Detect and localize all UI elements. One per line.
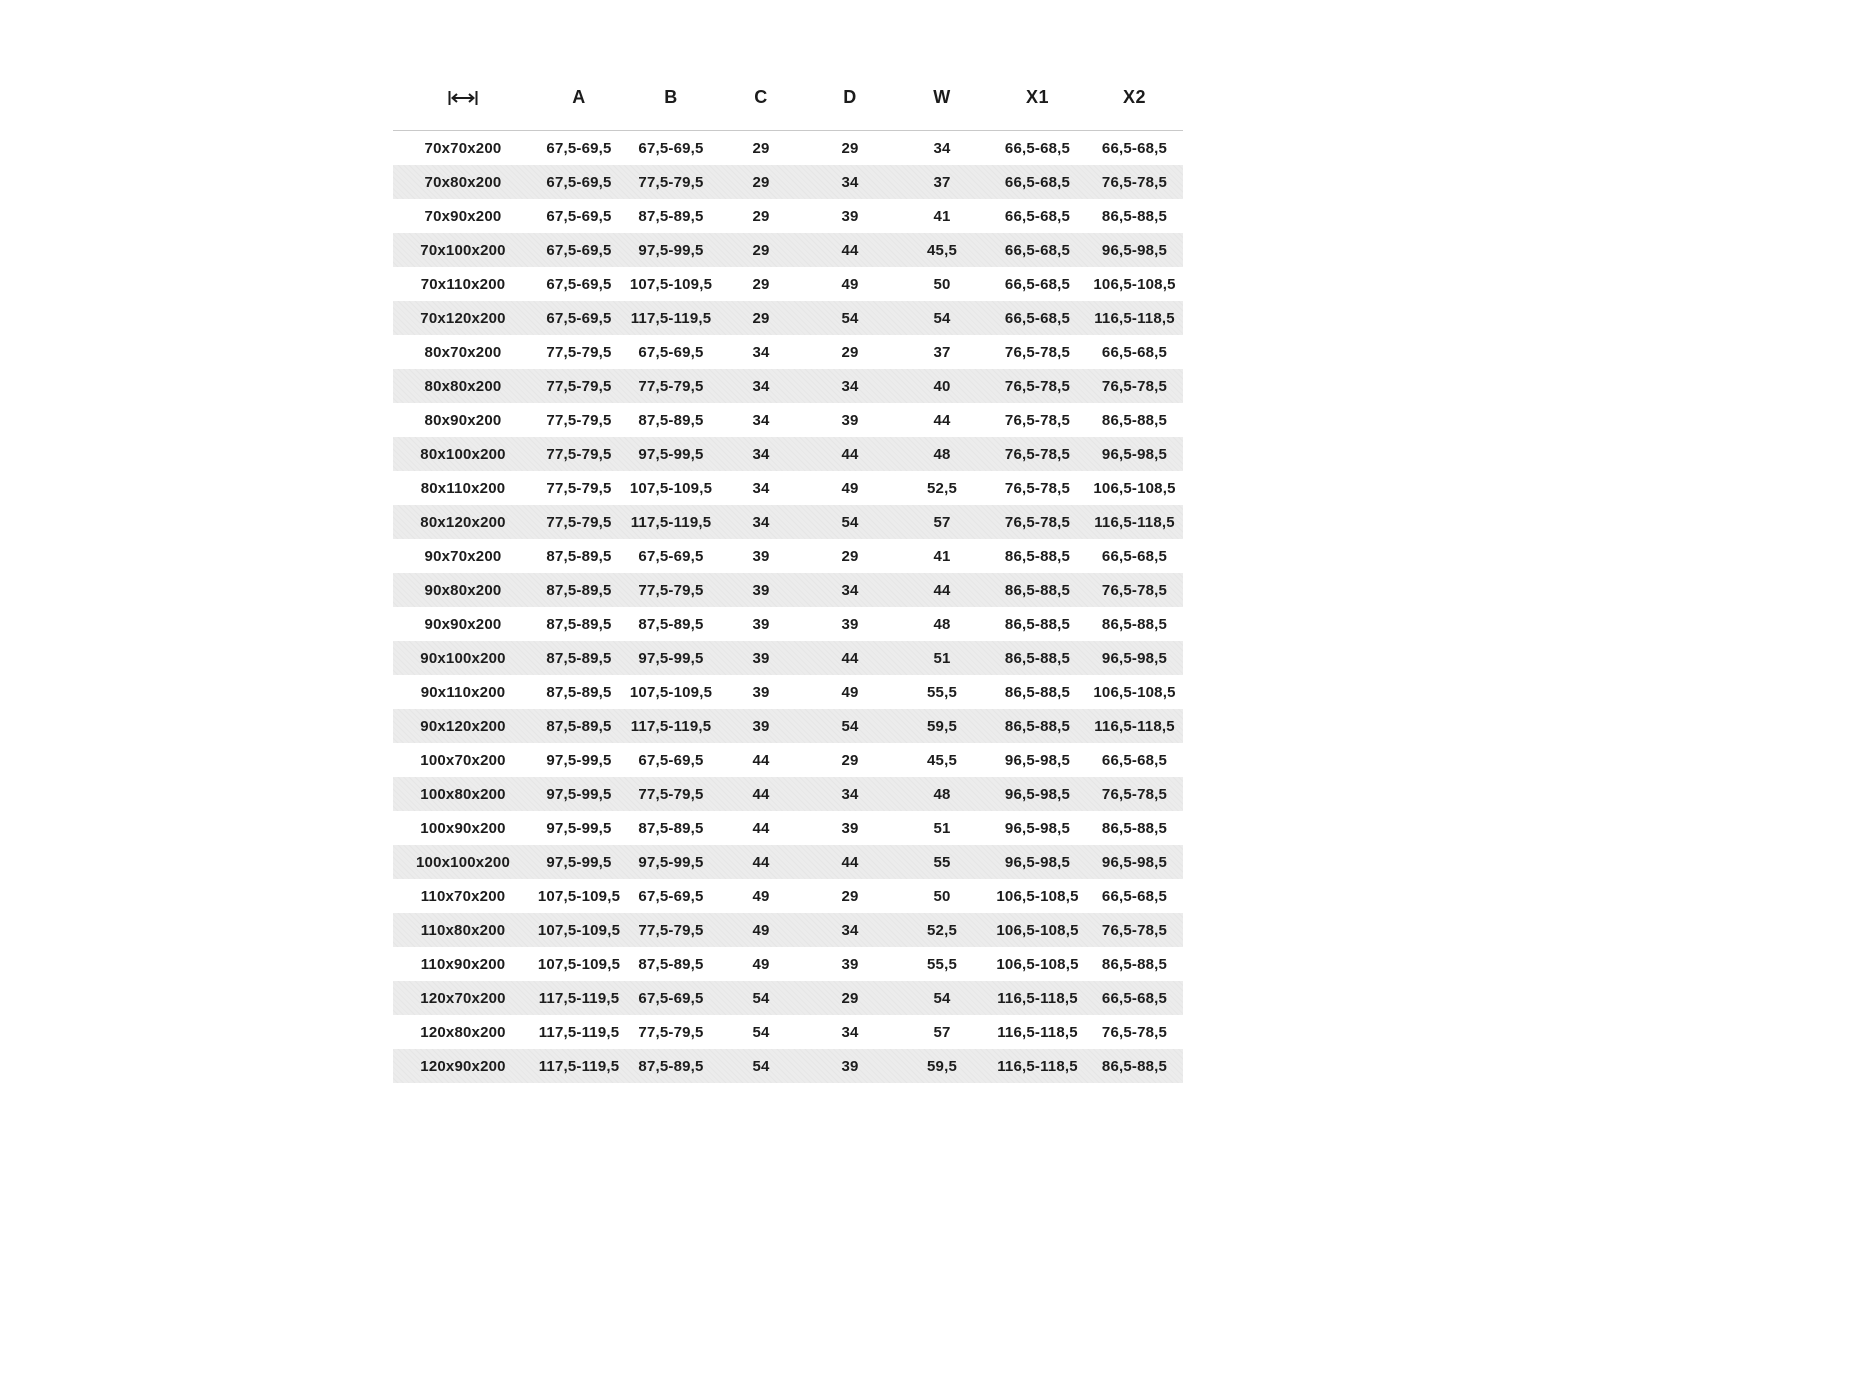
- value-cell: 29: [841, 751, 859, 769]
- value-cell: 66,5-68,5: [1004, 207, 1071, 225]
- value-cell: 87,5-89,5: [546, 615, 612, 633]
- value-cell: 107,5-109,5: [537, 887, 621, 905]
- size-cell: 110x90x200: [420, 955, 506, 973]
- width-dimension-icon: [448, 90, 478, 106]
- value-cell: 87,5-89,5: [638, 955, 704, 973]
- value-cell: 76,5-78,5: [1101, 1023, 1168, 1041]
- value-cell: 54: [752, 1023, 770, 1041]
- value-cell: 77,5-79,5: [546, 479, 612, 497]
- table-row: [393, 879, 1183, 913]
- table-row: [393, 403, 1183, 437]
- table-body: [393, 131, 1183, 1084]
- size-cell: 110x80x200: [420, 921, 506, 939]
- size-cell: 90x110x200: [420, 683, 506, 701]
- value-cell: 86,5-88,5: [1101, 819, 1168, 837]
- size-cell: 120x90x200: [420, 1057, 506, 1075]
- column-header-w: W: [895, 64, 989, 131]
- value-cell: 67,5-69,5: [546, 207, 612, 225]
- value-cell: 107,5-109,5: [537, 955, 621, 973]
- value-cell: 50: [933, 887, 951, 905]
- column-header-d: D: [805, 64, 895, 131]
- value-cell: 44: [752, 785, 770, 803]
- value-cell: 77,5-79,5: [638, 921, 704, 939]
- value-cell: 29: [841, 547, 859, 565]
- value-cell: 34: [752, 445, 770, 463]
- value-cell: 34: [933, 139, 951, 157]
- value-cell: 34: [752, 479, 770, 497]
- value-cell: 97,5-99,5: [546, 853, 612, 871]
- value-cell: 76,5-78,5: [1004, 343, 1071, 361]
- value-cell: 37: [933, 173, 951, 191]
- value-cell: 54: [841, 513, 859, 531]
- table-row: [393, 301, 1183, 335]
- value-cell: 39: [841, 411, 859, 429]
- value-cell: 44: [841, 649, 859, 667]
- value-cell: 44: [933, 411, 951, 429]
- value-cell: 77,5-79,5: [546, 343, 612, 361]
- value-cell: 49: [841, 683, 859, 701]
- value-cell: 116,5-118,5: [997, 1023, 1078, 1041]
- value-cell: 66,5-68,5: [1101, 751, 1168, 769]
- value-cell: 67,5-69,5: [638, 547, 704, 565]
- value-cell: 117,5-119,5: [630, 513, 712, 531]
- value-cell: 39: [752, 717, 770, 735]
- table-row: [393, 335, 1183, 369]
- value-cell: 97,5-99,5: [546, 751, 612, 769]
- value-cell: 87,5-89,5: [546, 717, 612, 735]
- value-cell: 86,5-88,5: [1004, 547, 1071, 565]
- size-cell: 70x100x200: [420, 241, 506, 259]
- table-row: [393, 267, 1183, 301]
- value-cell: 59,5: [927, 1057, 957, 1075]
- value-cell: 66,5-68,5: [1101, 343, 1168, 361]
- value-cell: 86,5-88,5: [1101, 615, 1168, 633]
- value-cell: 97,5-99,5: [546, 785, 612, 803]
- value-cell: 117,5-119,5: [538, 1057, 620, 1075]
- value-cell: 34: [752, 411, 770, 429]
- size-cell: 80x80x200: [424, 377, 502, 395]
- value-cell: 66,5-68,5: [1004, 309, 1071, 327]
- value-cell: 45,5: [927, 751, 957, 769]
- table-row: [393, 743, 1183, 777]
- value-cell: 106,5-108,5: [996, 887, 1079, 905]
- value-cell: 29: [841, 887, 859, 905]
- table-row: [393, 675, 1183, 709]
- value-cell: 57: [933, 1023, 951, 1041]
- value-cell: 67,5-69,5: [546, 275, 612, 293]
- value-cell: 97,5-99,5: [638, 241, 704, 259]
- value-cell: 86,5-88,5: [1004, 717, 1071, 735]
- size-cell: 80x110x200: [420, 479, 506, 497]
- value-cell: 76,5-78,5: [1101, 173, 1168, 191]
- value-cell: 86,5-88,5: [1101, 411, 1168, 429]
- value-cell: 77,5-79,5: [546, 377, 612, 395]
- table-row: [393, 369, 1183, 403]
- column-header-c: C: [717, 64, 805, 131]
- value-cell: 76,5-78,5: [1101, 377, 1168, 395]
- value-cell: 67,5-69,5: [638, 751, 704, 769]
- value-cell: 34: [841, 173, 859, 191]
- table-row: [393, 437, 1183, 471]
- table-row: [393, 709, 1183, 743]
- table-header-row: [393, 64, 1183, 131]
- value-cell: 96,5-98,5: [1004, 751, 1071, 769]
- value-cell: 51: [933, 819, 951, 837]
- column-header-x1: X1: [989, 64, 1086, 131]
- value-cell: 54: [933, 309, 951, 327]
- value-cell: 117,5-119,5: [538, 989, 620, 1007]
- value-cell: 77,5-79,5: [638, 377, 704, 395]
- value-cell: 39: [841, 955, 859, 973]
- value-cell: 87,5-89,5: [546, 649, 612, 667]
- value-cell: 116,5-118,5: [1094, 513, 1175, 531]
- value-cell: 54: [841, 309, 859, 327]
- value-cell: 48: [933, 785, 951, 803]
- value-cell: 55,5: [927, 683, 957, 701]
- value-cell: 39: [841, 819, 859, 837]
- value-cell: 44: [841, 241, 859, 259]
- value-cell: 67,5-69,5: [638, 139, 704, 157]
- value-cell: 34: [752, 343, 770, 361]
- value-cell: 55: [933, 853, 951, 871]
- value-cell: 77,5-79,5: [638, 173, 704, 191]
- value-cell: 34: [841, 921, 859, 939]
- size-cell: 90x120x200: [420, 717, 506, 735]
- value-cell: 44: [752, 751, 770, 769]
- value-cell: 76,5-78,5: [1004, 377, 1071, 395]
- value-cell: 41: [933, 547, 951, 565]
- table-row: [393, 233, 1183, 267]
- value-cell: 66,5-68,5: [1004, 241, 1071, 259]
- value-cell: 29: [752, 207, 770, 225]
- value-cell: 39: [752, 581, 770, 599]
- value-cell: 34: [841, 377, 859, 395]
- value-cell: 48: [933, 445, 951, 463]
- value-cell: 117,5-119,5: [538, 1023, 620, 1041]
- value-cell: 37: [933, 343, 951, 361]
- value-cell: 76,5-78,5: [1101, 921, 1168, 939]
- value-cell: 48: [933, 615, 951, 633]
- value-cell: 96,5-98,5: [1101, 445, 1168, 463]
- value-cell: 44: [752, 853, 770, 871]
- value-cell: 86,5-88,5: [1004, 649, 1071, 667]
- value-cell: 39: [752, 683, 770, 701]
- value-cell: 29: [841, 139, 859, 157]
- table-row: [393, 539, 1183, 573]
- value-cell: 44: [841, 445, 859, 463]
- table-row: [393, 913, 1183, 947]
- value-cell: 87,5-89,5: [638, 207, 704, 225]
- value-cell: 59,5: [927, 717, 957, 735]
- size-cell: 80x70x200: [424, 343, 502, 361]
- value-cell: 50: [933, 275, 951, 293]
- value-cell: 67,5-69,5: [638, 989, 704, 1007]
- value-cell: 41: [933, 207, 951, 225]
- value-cell: 34: [841, 581, 859, 599]
- value-cell: 29: [841, 989, 859, 1007]
- value-cell: 29: [752, 139, 770, 157]
- value-cell: 106,5-108,5: [1093, 275, 1176, 293]
- table-row: [393, 845, 1183, 879]
- value-cell: 97,5-99,5: [638, 649, 704, 667]
- column-header-a: A: [533, 64, 625, 131]
- value-cell: 116,5-118,5: [1094, 309, 1175, 327]
- value-cell: 116,5-118,5: [997, 989, 1078, 1007]
- value-cell: 87,5-89,5: [546, 581, 612, 599]
- value-cell: 96,5-98,5: [1004, 819, 1071, 837]
- value-cell: 67,5-69,5: [638, 887, 704, 905]
- size-cell: 90x100x200: [420, 649, 506, 667]
- value-cell: 87,5-89,5: [546, 547, 612, 565]
- value-cell: 44: [841, 853, 859, 871]
- value-cell: 51: [933, 649, 951, 667]
- value-cell: 87,5-89,5: [638, 411, 704, 429]
- value-cell: 39: [841, 207, 859, 225]
- value-cell: 77,5-79,5: [638, 581, 704, 599]
- value-cell: 66,5-68,5: [1004, 173, 1071, 191]
- value-cell: 76,5-78,5: [1004, 513, 1071, 531]
- value-cell: 86,5-88,5: [1101, 207, 1168, 225]
- table-row: [393, 607, 1183, 641]
- value-cell: 29: [841, 343, 859, 361]
- value-cell: 76,5-78,5: [1004, 479, 1071, 497]
- value-cell: 87,5-89,5: [546, 683, 612, 701]
- value-cell: 76,5-78,5: [1101, 785, 1168, 803]
- value-cell: 96,5-98,5: [1101, 241, 1168, 259]
- value-cell: 39: [752, 615, 770, 633]
- value-cell: 77,5-79,5: [546, 411, 612, 429]
- value-cell: 39: [752, 547, 770, 565]
- value-cell: 76,5-78,5: [1004, 445, 1071, 463]
- value-cell: 107,5-109,5: [629, 683, 713, 701]
- value-cell: 107,5-109,5: [629, 275, 713, 293]
- size-cell: 120x80x200: [420, 1023, 506, 1041]
- value-cell: 86,5-88,5: [1004, 683, 1071, 701]
- value-cell: 106,5-108,5: [1093, 479, 1176, 497]
- table-row: [393, 131, 1183, 166]
- value-cell: 116,5-118,5: [997, 1057, 1078, 1075]
- spec-table: [393, 64, 1183, 1083]
- size-cell: 90x80x200: [424, 581, 502, 599]
- value-cell: 45,5: [927, 241, 957, 259]
- value-cell: 67,5-69,5: [546, 139, 612, 157]
- value-cell: 34: [752, 377, 770, 395]
- value-cell: 96,5-98,5: [1004, 785, 1071, 803]
- size-cell: 100x90x200: [420, 819, 506, 837]
- value-cell: 86,5-88,5: [1101, 1057, 1168, 1075]
- value-cell: 76,5-78,5: [1101, 581, 1168, 599]
- value-cell: 54: [752, 1057, 770, 1075]
- value-cell: 39: [752, 649, 770, 667]
- value-cell: 117,5-119,5: [630, 717, 712, 735]
- value-cell: 49: [752, 921, 770, 939]
- value-cell: 76,5-78,5: [1004, 411, 1071, 429]
- value-cell: 67,5-69,5: [638, 343, 704, 361]
- value-cell: 39: [841, 1057, 859, 1075]
- table-row: [393, 1015, 1183, 1049]
- size-cell: 120x70x200: [420, 989, 506, 1007]
- size-cell: 80x100x200: [420, 445, 506, 463]
- value-cell: 29: [752, 275, 770, 293]
- value-cell: 97,5-99,5: [638, 853, 704, 871]
- value-cell: 106,5-108,5: [1093, 683, 1176, 701]
- value-cell: 44: [933, 581, 951, 599]
- value-cell: 49: [841, 479, 859, 497]
- value-cell: 66,5-68,5: [1101, 139, 1168, 157]
- value-cell: 49: [752, 955, 770, 973]
- value-cell: 66,5-68,5: [1004, 275, 1071, 293]
- value-cell: 116,5-118,5: [1094, 717, 1175, 735]
- value-cell: 54: [841, 717, 859, 735]
- value-cell: 107,5-109,5: [629, 479, 713, 497]
- value-cell: 106,5-108,5: [996, 955, 1079, 973]
- value-cell: 34: [841, 785, 859, 803]
- value-cell: 49: [841, 275, 859, 293]
- table-row: [393, 981, 1183, 1015]
- value-cell: 52,5: [927, 479, 957, 497]
- value-cell: 34: [752, 513, 770, 531]
- value-cell: 77,5-79,5: [638, 1023, 704, 1041]
- value-cell: 29: [752, 241, 770, 259]
- value-cell: 117,5-119,5: [630, 309, 712, 327]
- value-cell: 77,5-79,5: [546, 445, 612, 463]
- table-row: [393, 947, 1183, 981]
- table-row: [393, 471, 1183, 505]
- value-cell: 96,5-98,5: [1101, 853, 1168, 871]
- value-cell: 66,5-68,5: [1101, 547, 1168, 565]
- size-cell: 100x70x200: [420, 751, 506, 769]
- value-cell: 66,5-68,5: [1004, 139, 1071, 157]
- value-cell: 52,5: [927, 921, 957, 939]
- value-cell: 96,5-98,5: [1004, 853, 1071, 871]
- size-cell: 70x120x200: [420, 309, 506, 327]
- size-cell: 100x100x200: [416, 853, 510, 871]
- table-row: [393, 777, 1183, 811]
- table-row: [393, 811, 1183, 845]
- column-header-b: B: [625, 64, 717, 131]
- value-cell: 86,5-88,5: [1101, 955, 1168, 973]
- value-cell: 86,5-88,5: [1004, 581, 1071, 599]
- value-cell: 44: [752, 819, 770, 837]
- value-cell: 87,5-89,5: [638, 819, 704, 837]
- size-cell: 90x70x200: [424, 547, 502, 565]
- table-row: [393, 505, 1183, 539]
- value-cell: 77,5-79,5: [638, 785, 704, 803]
- value-cell: 66,5-68,5: [1101, 989, 1168, 1007]
- size-cell: 80x90x200: [424, 411, 502, 429]
- size-cell: 100x80x200: [420, 785, 506, 803]
- size-cell: 90x90x200: [424, 615, 502, 633]
- value-cell: 66,5-68,5: [1101, 887, 1168, 905]
- size-cell: 70x70x200: [424, 139, 502, 157]
- value-cell: 57: [933, 513, 951, 531]
- value-cell: 67,5-69,5: [546, 309, 612, 327]
- value-cell: 55,5: [927, 955, 957, 973]
- size-cell: 80x120x200: [420, 513, 506, 531]
- value-cell: 29: [752, 173, 770, 191]
- table-row: [393, 641, 1183, 675]
- value-cell: 40: [933, 377, 951, 395]
- size-cell: 110x70x200: [420, 887, 506, 905]
- size-cell: 70x80x200: [424, 173, 502, 191]
- value-cell: 106,5-108,5: [996, 921, 1079, 939]
- value-cell: 87,5-89,5: [638, 615, 704, 633]
- value-cell: 34: [841, 1023, 859, 1041]
- value-cell: 96,5-98,5: [1101, 649, 1168, 667]
- value-cell: 29: [752, 309, 770, 327]
- value-cell: 87,5-89,5: [638, 1057, 704, 1075]
- size-cell: 70x110x200: [420, 275, 506, 293]
- value-cell: 97,5-99,5: [638, 445, 704, 463]
- size-cell: 70x90x200: [424, 207, 502, 225]
- table-row: [393, 1049, 1183, 1083]
- column-header-x2: X2: [1086, 64, 1183, 131]
- value-cell: 67,5-69,5: [546, 241, 612, 259]
- table-row: [393, 165, 1183, 199]
- value-cell: 77,5-79,5: [546, 513, 612, 531]
- value-cell: 107,5-109,5: [537, 921, 621, 939]
- table-row: [393, 573, 1183, 607]
- column-header-size: [393, 64, 533, 131]
- value-cell: 86,5-88,5: [1004, 615, 1071, 633]
- value-cell: 39: [841, 615, 859, 633]
- value-cell: 49: [752, 887, 770, 905]
- spec-table-container: [393, 64, 1183, 1083]
- value-cell: 67,5-69,5: [546, 173, 612, 191]
- value-cell: 54: [933, 989, 951, 1007]
- table-row: [393, 199, 1183, 233]
- value-cell: 97,5-99,5: [546, 819, 612, 837]
- value-cell: 54: [752, 989, 770, 1007]
